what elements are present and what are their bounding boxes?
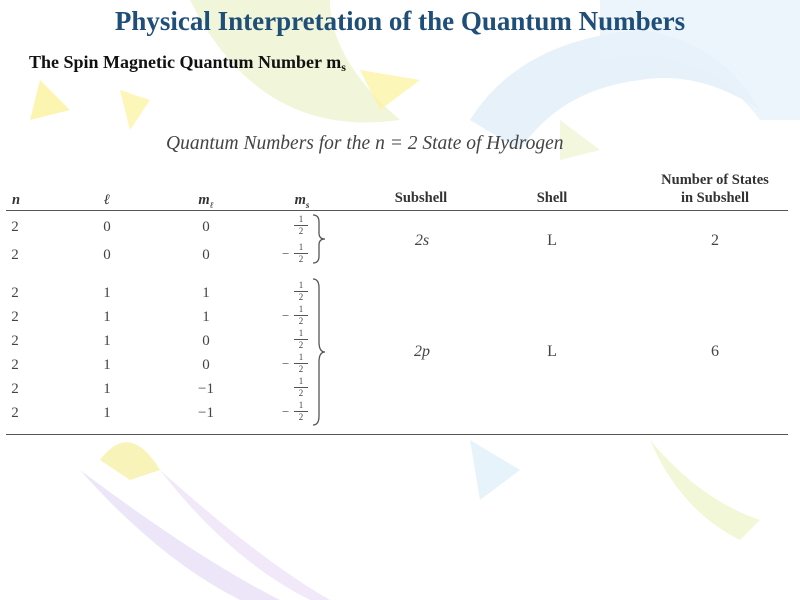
- brace-2s: [311, 214, 327, 264]
- header-rule: [6, 210, 788, 211]
- row-ms: [282, 242, 312, 264]
- row-ms: [290, 329, 312, 350]
- ms-denominator: 2: [298, 340, 304, 350]
- ms-numerator: 1: [298, 214, 304, 224]
- row-ms: [290, 377, 312, 398]
- ms-denominator: 2: [298, 316, 304, 326]
- ms-numerator: 1: [298, 352, 304, 362]
- row-ml: 0: [202, 219, 210, 235]
- slide-title: Physical Interpretation of the Quantum Numbers: [114, 6, 686, 36]
- table-caption: Quantum Numbers for the n = 2 State of Hydrogen: [166, 133, 564, 154]
- row-n: 2: [11, 219, 19, 235]
- row-l: 1: [103, 357, 111, 373]
- states-2p: 6: [711, 343, 719, 360]
- row-n: 2: [11, 247, 19, 263]
- row-l: 1: [103, 381, 111, 397]
- ms-denominator: 2: [298, 412, 304, 422]
- row-ml: 0: [202, 247, 210, 263]
- brace-2p: [311, 278, 327, 426]
- row-l: 1: [103, 309, 111, 325]
- row-n: 2: [11, 333, 19, 349]
- ms-denominator: 2: [298, 226, 304, 236]
- row-ms: [282, 400, 312, 422]
- ms-denominator: 2: [298, 364, 304, 374]
- row-n: 2: [11, 309, 19, 325]
- row-n: 2: [11, 357, 19, 373]
- ms-denominator: 2: [298, 292, 304, 302]
- ms-sign: −: [282, 404, 290, 419]
- ms-numerator: 1: [298, 280, 304, 290]
- shell-2s: L: [547, 232, 557, 249]
- row-ml: −1: [198, 381, 214, 397]
- header-ms: $m_s$: [294, 192, 310, 210]
- states-2s: 2: [711, 232, 719, 249]
- row-n: 2: [11, 285, 19, 301]
- subshell-2s: 2s: [414, 232, 430, 249]
- ms-sign: −: [282, 356, 290, 371]
- row-ml: 0: [202, 357, 210, 373]
- row-l: 1: [103, 333, 111, 349]
- ms-numerator: 1: [298, 376, 304, 386]
- subshell-2p: 2p: [414, 343, 430, 360]
- ms-numerator: 1: [298, 328, 304, 338]
- header-n: n: [11, 192, 21, 208]
- row-ms: [282, 304, 312, 326]
- bottom-rule: [6, 434, 788, 435]
- row-ms: [290, 215, 312, 236]
- ms-sign: −: [282, 246, 290, 261]
- ms-numerator: 1: [298, 400, 304, 410]
- ms-denominator: 2: [298, 388, 304, 398]
- row-ml: 0: [202, 333, 210, 349]
- row-n: 2: [11, 381, 19, 397]
- row-ml: 1: [202, 309, 210, 325]
- header-states: Number of States in Subshell: [661, 172, 769, 206]
- row-l: 1: [103, 405, 111, 421]
- row-ms: [290, 281, 312, 302]
- row-l: 0: [103, 219, 111, 235]
- header-subshell: Subshell: [394, 190, 448, 206]
- ms-numerator: 1: [298, 242, 304, 252]
- header-l: ℓ: [103, 192, 111, 208]
- ms-sign: −: [282, 308, 290, 323]
- row-l: 1: [103, 285, 111, 301]
- header-ml: $m_\ell$: [198, 192, 214, 210]
- header-shell: Shell: [536, 190, 568, 206]
- row-ms: [282, 352, 312, 374]
- slide-subtitle: The Spin Magnetic Quantum Number $m_s$: [29, 52, 346, 74]
- row-ml: 1: [202, 285, 210, 301]
- row-l: 0: [103, 247, 111, 263]
- row-n: 2: [11, 405, 19, 421]
- shell-2p: L: [547, 343, 557, 360]
- ms-numerator: 1: [298, 304, 304, 314]
- row-ml: −1: [198, 405, 214, 421]
- ms-denominator: 2: [298, 254, 304, 264]
